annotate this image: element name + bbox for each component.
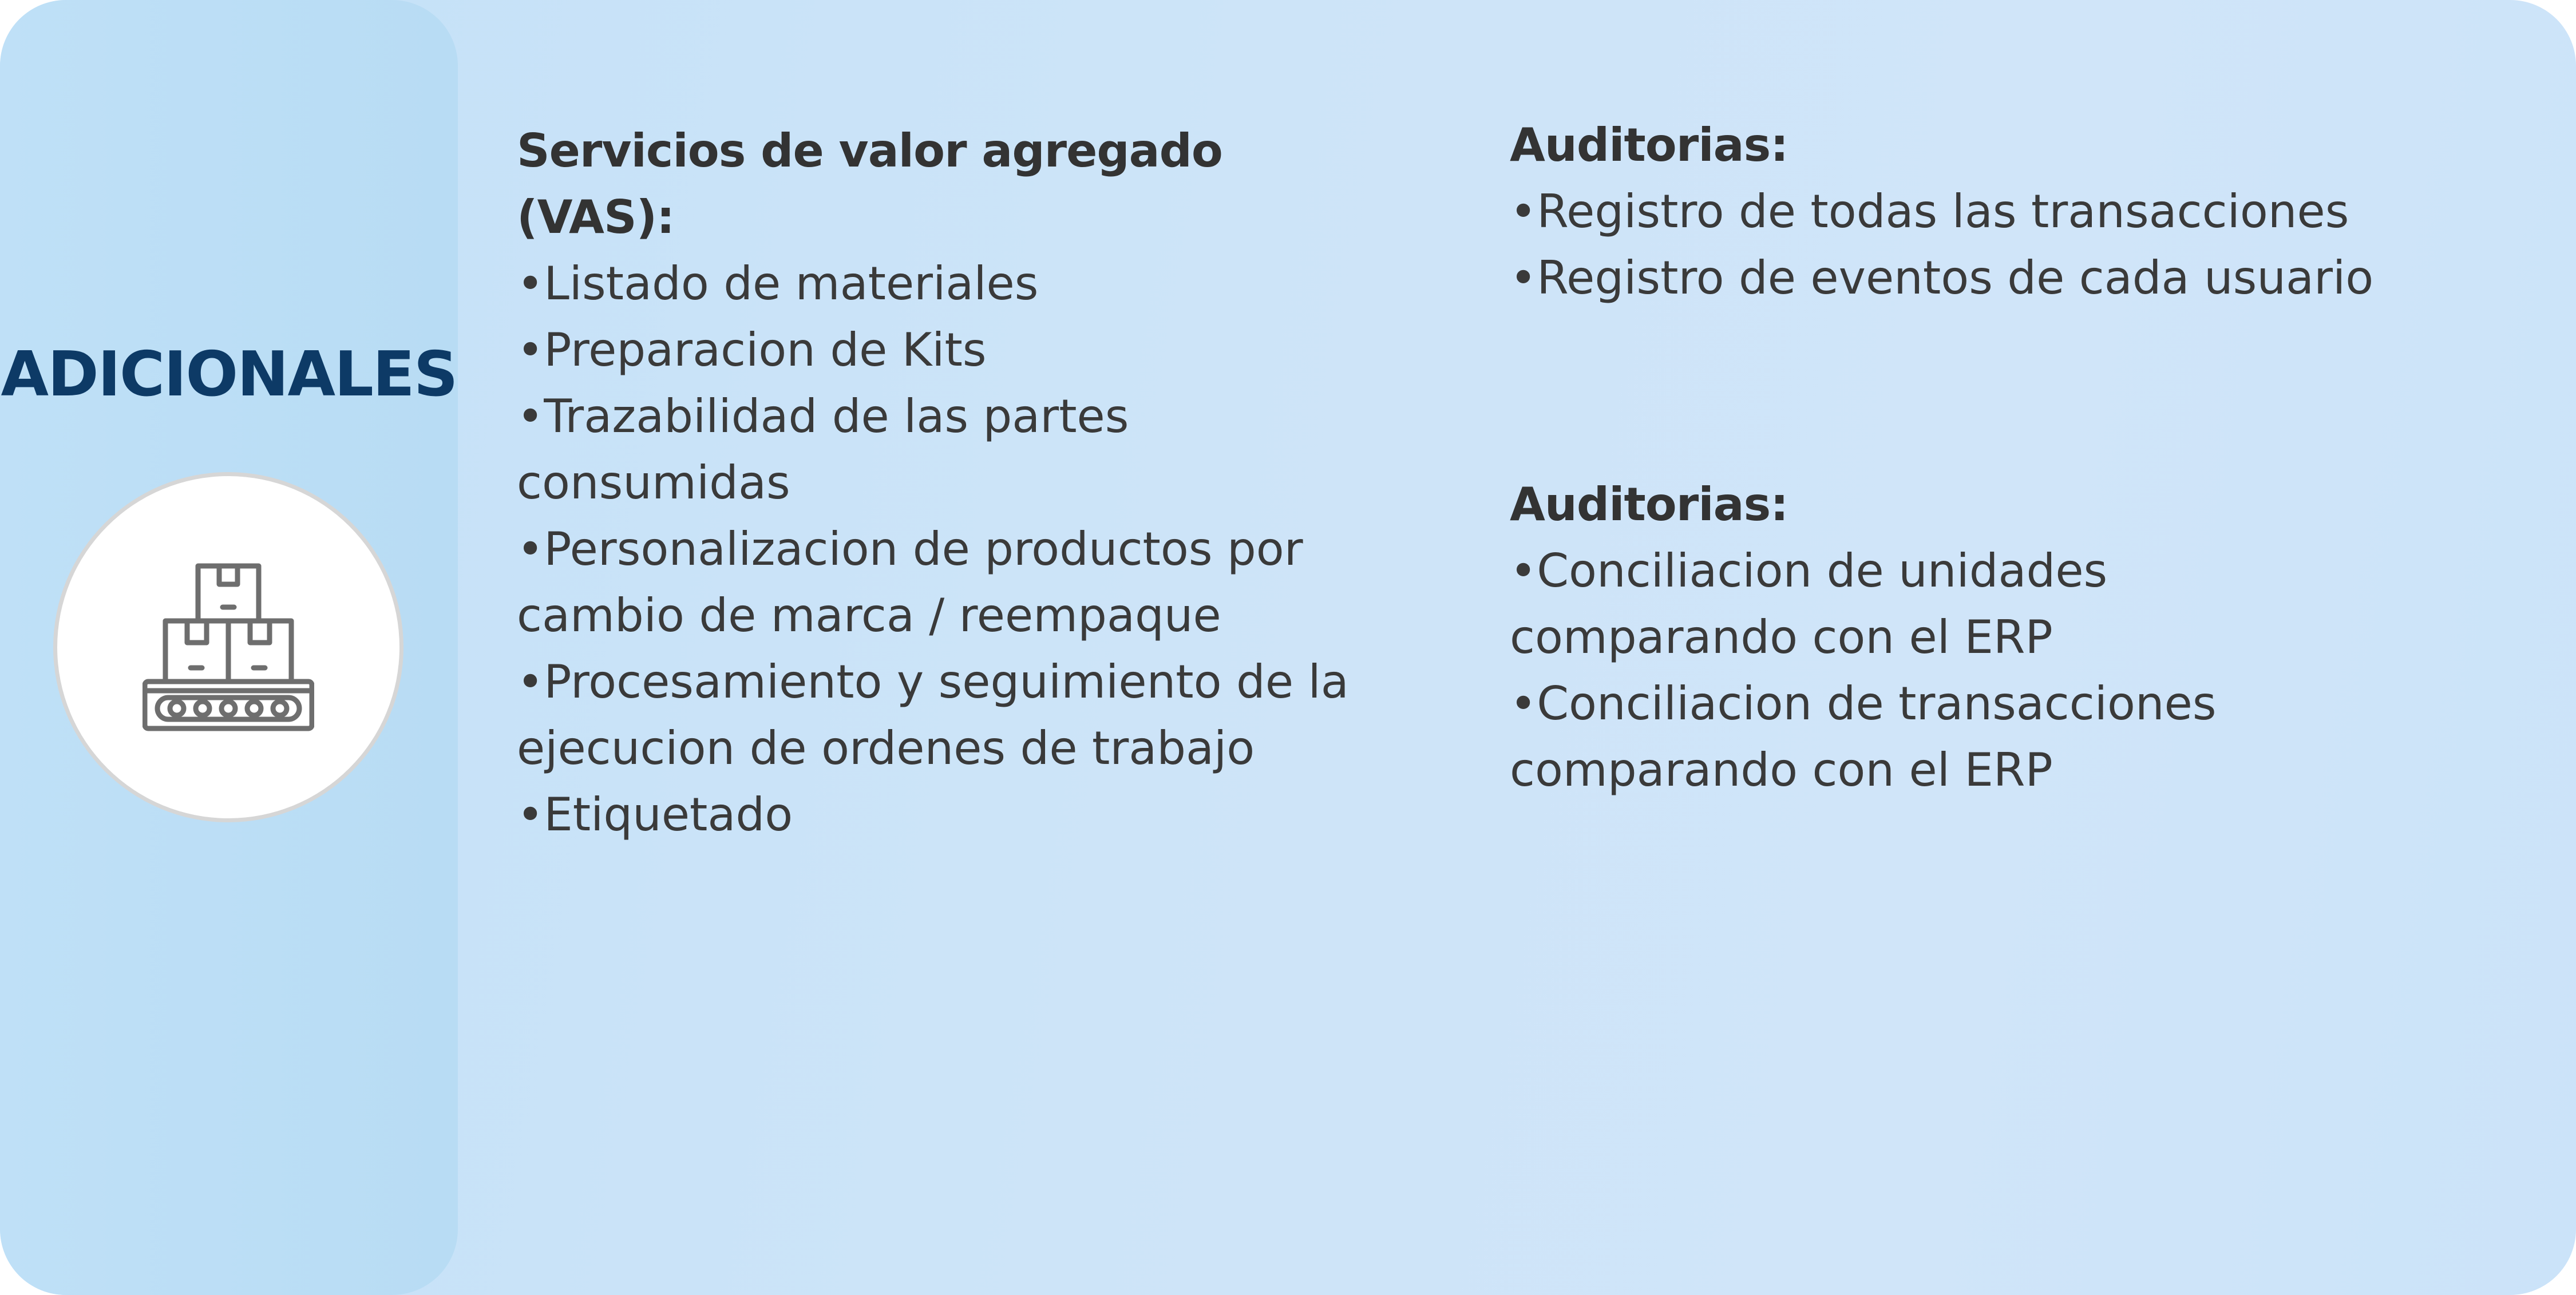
vas-heading: Servicios de valor agregado (VAS):	[517, 124, 1222, 244]
list-item: •Procesamiento y seguimiento de la	[517, 655, 1349, 708]
sidebar-title: ADICIONALES	[1, 339, 457, 410]
list-item: •Registro de todas las transacciones	[1510, 185, 2349, 238]
list-item: •Trazabilidad de las partes	[517, 390, 1129, 443]
audit-heading-2: Auditorias:	[1510, 478, 1788, 531]
list-item: •Registro de eventos de cada usuario	[1510, 251, 2374, 304]
list-item: cambio de marca / reempaque	[517, 589, 1221, 642]
boxes-conveyor-icon	[143, 561, 314, 733]
list-item: comparando con el ERP	[1510, 611, 2053, 664]
list-item: •Preparacion de Kits	[517, 323, 987, 377]
audit-heading-1: Auditorias:	[1510, 118, 1788, 172]
list-item: •Listado de materiales	[517, 257, 1039, 310]
list-item: •Conciliacion de transacciones	[1510, 677, 2217, 730]
icon-badge	[57, 476, 399, 818]
vas-section	[517, 118, 1387, 848]
sidebar-panel	[0, 0, 458, 1295]
list-item: •Etiquetado	[517, 788, 793, 841]
list-item: comparando con el ERP	[1510, 743, 2053, 797]
audit-sections	[1510, 112, 2540, 803]
list-item: •Personalizacion de productos por	[517, 522, 1303, 576]
list-item: ejecucion de ordenes de trabajo	[517, 722, 1255, 775]
section-spacer	[1510, 311, 2540, 472]
list-item: consumidas	[517, 456, 790, 509]
list-item: •Conciliacion de unidades	[1510, 544, 2108, 597]
